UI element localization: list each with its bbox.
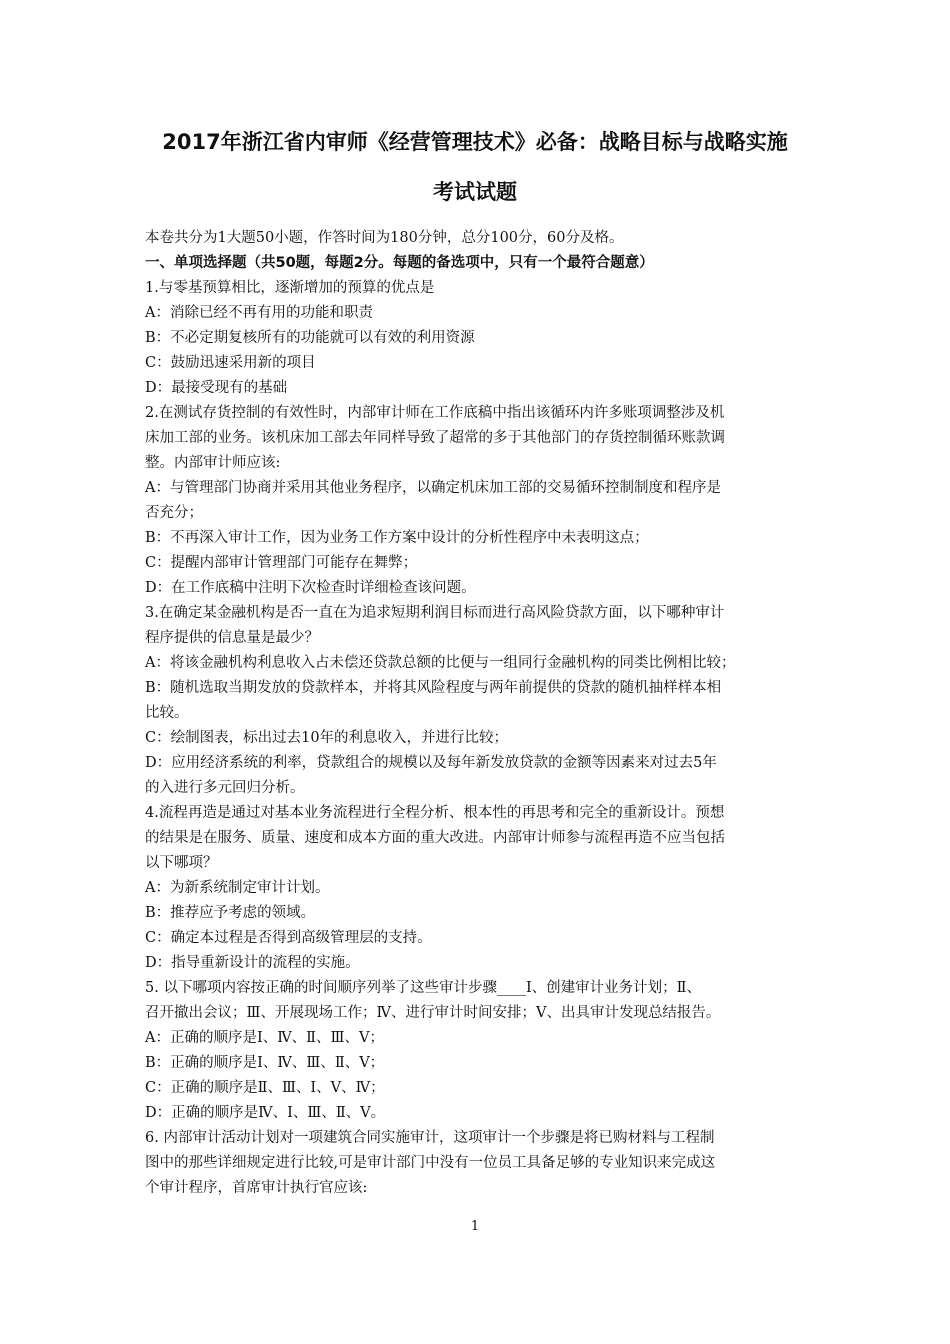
page-number: 1 [470,1219,480,1234]
text-line: D：在工作底稿中注明下次检查时详细检查该问题。 [145,580,476,596]
text-line: B：正确的顺序是Ⅰ、Ⅳ、Ⅲ、Ⅱ、Ⅴ； [145,1055,385,1071]
text-line: D：正确的顺序是Ⅳ、Ⅰ、Ⅲ、Ⅱ、Ⅴ。 [145,1105,386,1121]
document-title-line-2: 考试试题 [433,180,517,204]
text-line: D：最接受现有的基础 [145,380,288,396]
text-line: A：正确的顺序是Ⅰ、Ⅳ、Ⅱ、Ⅲ、Ⅴ； [145,1030,384,1046]
text-line: 图中的那些详细规定进行比较,可是审计部门中没有一位员工具备足够的专业知识来完成这 [145,1155,716,1171]
text-line: 比较。 [145,705,189,721]
document-body [145,226,825,1201]
text-line: 个审计程序，首席审计执行官应该: [145,1180,368,1196]
text-line: B：随机选取当期发放的贷款样本，并将其风险程度与两年前提供的贷款的随机抽样样本相 [145,680,722,696]
text-line: 一、单项选择题（共50题，每题2分。每题的备选项中，只有一个最符合题意） [145,255,654,271]
text-line: C：鼓励迅速采用新的项目 [145,355,316,371]
document-title-line-1: 2017年浙江省内审师《经营管理技术》必备：战略目标与战略实施 [162,130,788,154]
text-line: A：消除已经不再有用的功能和职责 [145,305,373,321]
text-line: 4.流程再造是通过对基本业务流程进行全程分析、根本性的再思考和完全的重新设计。预想 [145,805,725,821]
text-line: 的结果是在服务、质量、速度和成本方面的重大改进。内部审计师参与流程再造不应当包括 [145,830,725,846]
text-line: A：与管理部门协商并采用其他业务程序，以确定机床加工部的交易循环控制制度和程序是 [145,480,721,496]
text-line: 否充分； [145,505,203,521]
text-line: D：应用经济系统的利率，贷款组合的规模以及每年新发放贷款的金额等因素来对过去5年 [145,755,717,771]
text-line: 整。内部审计师应该: [145,455,281,471]
text-line: 3.在确定某金融机构是否一直在为追求短期利润目标而进行高风险贷款方面，以下哪种审计 [145,605,725,621]
text-line: 程序提供的信息量是最少？ [145,630,319,646]
text-line: D：指导重新设计的流程的实施。 [145,955,360,971]
text-line: 1.与零基预算相比，逐渐增加的预算的优点是 [145,280,435,296]
text-line: C：绘制图表，标出过去10年的利息收入，并进行比较； [145,730,509,746]
text-line: B：不必定期复核所有的功能就可以有效的利用资源 [145,330,475,346]
text-line: 6. 内部审计活动计划对一项建筑合同实施审计，这项审计一个步骤是将已购材料与工程制 [145,1130,715,1146]
text-line: C：提醒内部审计管理部门可能存在舞弊； [145,555,418,571]
text-line: B：不再深入审计工作，因为业务工作方案中设计的分析性程序中未表明这点； [145,530,649,546]
text-line: C：确定本过程是否得到高级管理层的支持。 [145,930,432,946]
text-line: 2.在测试存货控制的有效性时，内部审计师在工作底稿中指出该循环内许多账项调整涉及机 [145,405,725,421]
text-line: A：将该金融机构利息收入占未偿还贷款总额的比便与一组同行金融机构的同类比例相比较； [145,655,736,671]
text-line: 以下哪项？ [145,855,218,871]
text-line: 召开撤出会议；Ⅲ、开展现场工作；Ⅳ、进行审计时间安排；Ⅴ、出具审计发现总结报告。 [145,1005,721,1021]
text-line: 床加工部的业务。该机床加工部去年同样导致了超常的多于其他部门的存货控制循环账款调 [145,430,725,446]
text-line: 本卷共分为1大题50小题，作答时间为180分钟，总分100分，60分及格。 [145,230,624,246]
text-line: 5. 以下哪项内容按正确的时间顺序列举了这些审计步骤____Ⅰ、创建审计业务计划；Ⅱ、 [145,980,702,996]
text-line: B：推荐应予考虑的领域。 [145,905,316,921]
text-line: 的入进行多元回归分析。 [145,780,305,796]
text-line: A：为新系统制定审计计划。 [145,880,330,896]
text-line: C：正确的顺序是Ⅱ、Ⅲ、Ⅰ、Ⅴ、Ⅳ； [145,1080,385,1096]
